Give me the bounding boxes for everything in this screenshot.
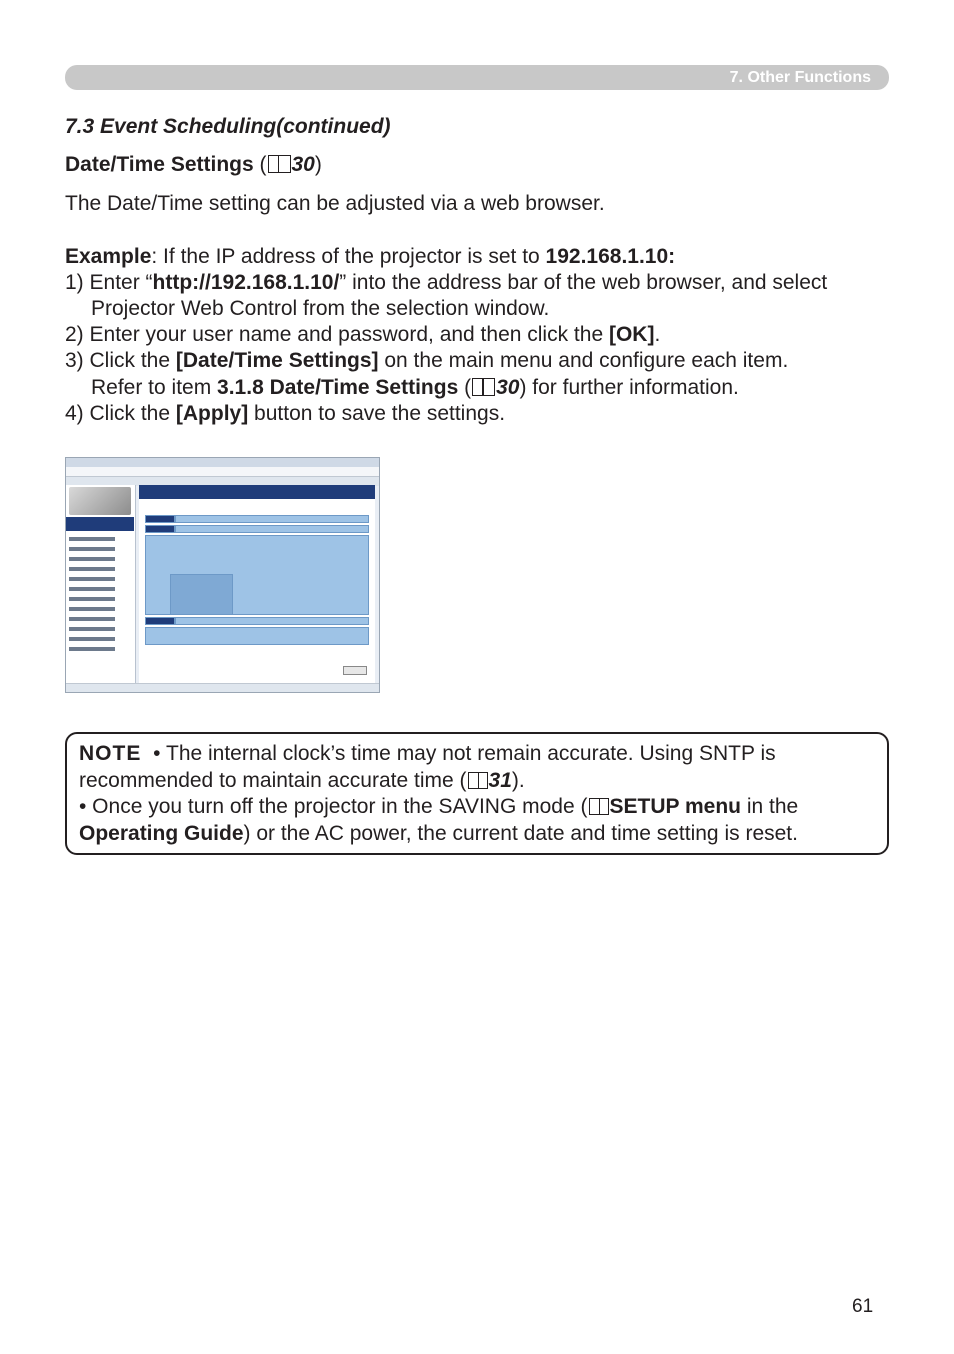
screenshot-address-bar (66, 467, 379, 477)
projector-logo-image (69, 487, 131, 515)
section-title: 7.3 Event Scheduling(continued) (65, 115, 391, 138)
chapter-header-bar (65, 65, 889, 90)
screenshot-main-panel (139, 485, 375, 685)
web-control-screenshot (65, 457, 380, 693)
example-paragraph: Example: If the IP address of the projector is set to 192.168.1.10: (65, 245, 676, 268)
page-reference[interactable]: 30 (291, 153, 315, 176)
step-1-cont: Projector Web Control from the selection window. (91, 297, 550, 320)
book-icon (589, 798, 609, 815)
page-reference[interactable]: 30 (496, 376, 520, 399)
screenshot-apply-button (343, 666, 367, 675)
book-icon (268, 155, 291, 173)
note-text: NOTE • The internal clock’s time may not remain accurate. Using SNTP is recommended to maintain accurate time ( 31). • Once you turn off the projector in the SAVING mode ( SETUP menu in the Operating Guide) or the AC power, the current date and time setting is reset. (79, 742, 799, 845)
screenshot-sidebar (66, 485, 136, 685)
book-icon (472, 378, 495, 396)
page-number: 61 (852, 1296, 874, 1317)
intro-paragraph: The Date/Time setting can be adjusted via a web browser. (65, 192, 605, 215)
step-4: 4) Click the [Apply] button to save the settings. (65, 402, 506, 425)
subsection-title-text: Date/Time Settings (65, 153, 254, 176)
chapter-label: 7. Other Functions (729, 69, 871, 86)
note-label: NOTE (79, 742, 142, 765)
screenshot-titlebar (66, 458, 379, 467)
screenshot-status-bar (66, 683, 379, 692)
step-3: 3) Click the [Date/Time Settings] on the main menu and configure each item. (65, 349, 789, 372)
note-box (65, 732, 889, 855)
book-icon (468, 772, 488, 789)
screenshot-panel-title (139, 485, 375, 499)
subsection-title: Date/Time Settings ( 30) (65, 153, 322, 176)
page-reference[interactable]: 31 (488, 768, 512, 792)
screenshot-menu-selected (66, 517, 134, 531)
step-2: 2) Enter your user name and password, and then click the [OK]. (65, 323, 661, 346)
step-1: 1) Enter “http://192.168.1.10/” into the address bar of the web browser, and select (65, 271, 828, 294)
step-3-cont: Refer to item 3.1.8 Date/Time Settings ( 30) for further information. (91, 376, 739, 399)
